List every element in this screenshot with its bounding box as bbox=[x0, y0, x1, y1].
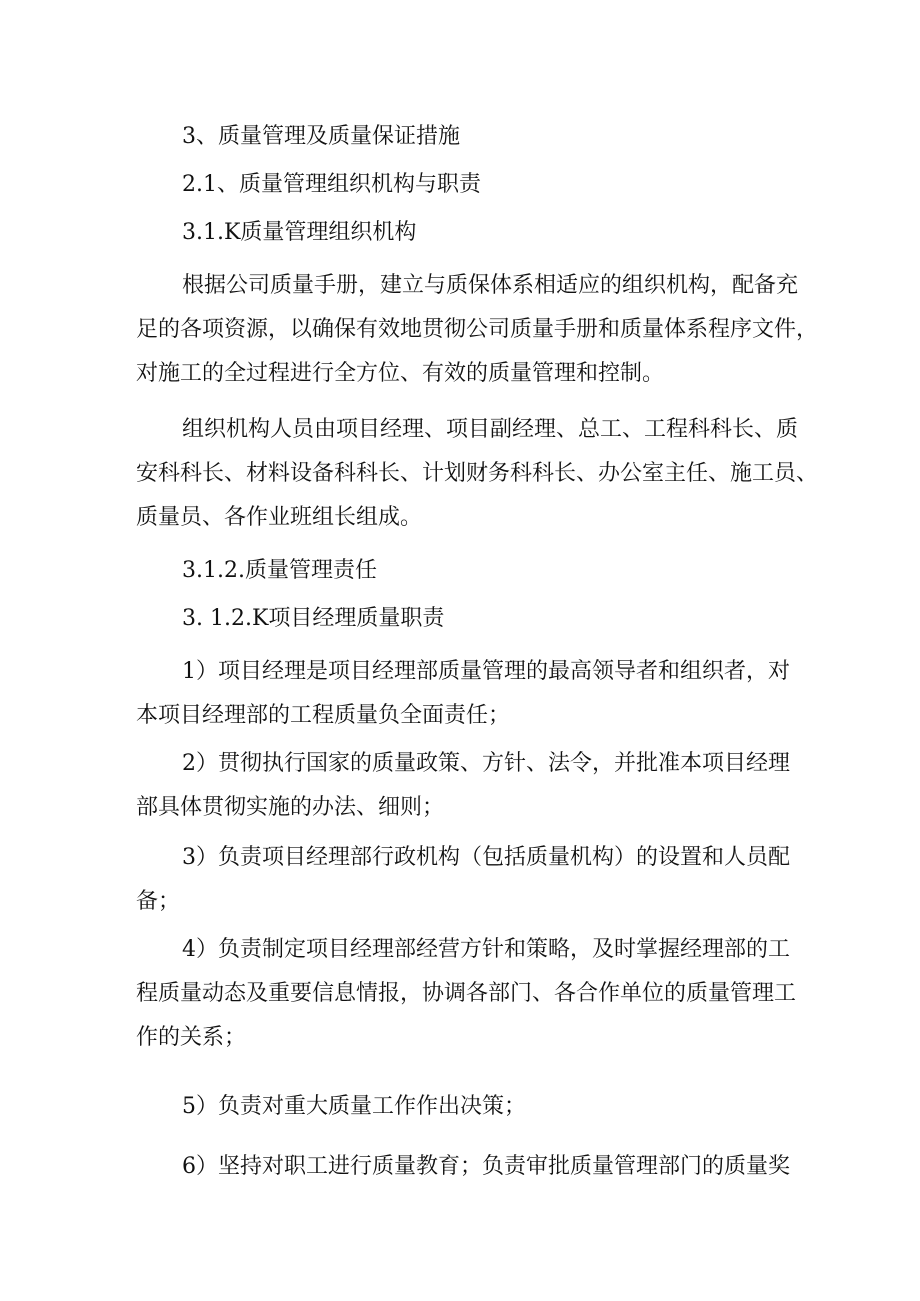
list-item-line: 部具体贯彻实施的办法、细则； bbox=[136, 795, 445, 820]
paragraph-line: 对施工的全过程进行全方位、有效的质量管理和控制。 bbox=[136, 361, 665, 386]
list-item-line: 2）贯彻执行国家的质量政策、方针、法令，并批准本项目经理 bbox=[182, 751, 790, 776]
list-item-4 bbox=[136, 928, 826, 1060]
section-heading-3-1-k: 3.1.K质量管理组织机构 bbox=[182, 220, 417, 245]
section-heading-3: 3、质量管理及质量保证措施 bbox=[182, 124, 460, 149]
paragraph-organization bbox=[136, 264, 826, 396]
list-item-line: 备； bbox=[136, 889, 181, 914]
section-heading-2-1: 2.1、质量管理组织机构与职责 bbox=[182, 172, 481, 197]
list-item-line: 4）负责制定项目经理部经营方针和策略，及时掌握经理部的工 bbox=[182, 937, 790, 962]
section-heading-3-1-2: 3.1.2.质量管理责任 bbox=[182, 558, 377, 583]
paragraph-line: 足的各项资源，以确保有效地贯彻公司质量手册和质量体系程序文件， bbox=[136, 317, 819, 342]
paragraph-line: 组织机构人员由项目经理、项目副经理、总工、工程科科长、质 bbox=[182, 417, 799, 442]
list-item-1 bbox=[136, 650, 826, 738]
list-item-line: 本项目经理部的工程质量负全面责任； bbox=[136, 703, 511, 728]
list-item-line: 程质量动态及重要信息情报，协调各部门、各合作单位的质量管理工 bbox=[136, 981, 797, 1006]
section-heading-3-1-2-k: 3. 1.2.K项目经理质量职责 bbox=[182, 606, 445, 631]
list-item-line: 作的关系； bbox=[136, 1025, 247, 1050]
list-item-line: 1）项目经理是项目经理部质量管理的最高领导者和组织者，对 bbox=[182, 659, 790, 684]
paragraph-personnel bbox=[136, 408, 826, 540]
paragraph-line: 安科科长、材料设备科科长、计划财务科科长、办公室主任、施工员、 bbox=[136, 461, 819, 486]
paragraph-line: 根据公司质量手册，建立与质保体系相适应的组织机构，配备充 bbox=[182, 273, 799, 298]
list-item-3 bbox=[136, 836, 826, 924]
list-item-line: 3）负责项目经理部行政机构（包括质量机构）的设置和人员配 bbox=[182, 845, 790, 870]
list-item-2 bbox=[136, 742, 826, 830]
paragraph-line: 质量员、各作业班组长组成。 bbox=[136, 505, 423, 530]
list-item-6: 6）坚持对职工进行质量教育；负责审批质量管理部门的质量奖 bbox=[182, 1154, 790, 1179]
list-item-5: 5）负责对重大质量工作作出决策； bbox=[182, 1094, 526, 1119]
